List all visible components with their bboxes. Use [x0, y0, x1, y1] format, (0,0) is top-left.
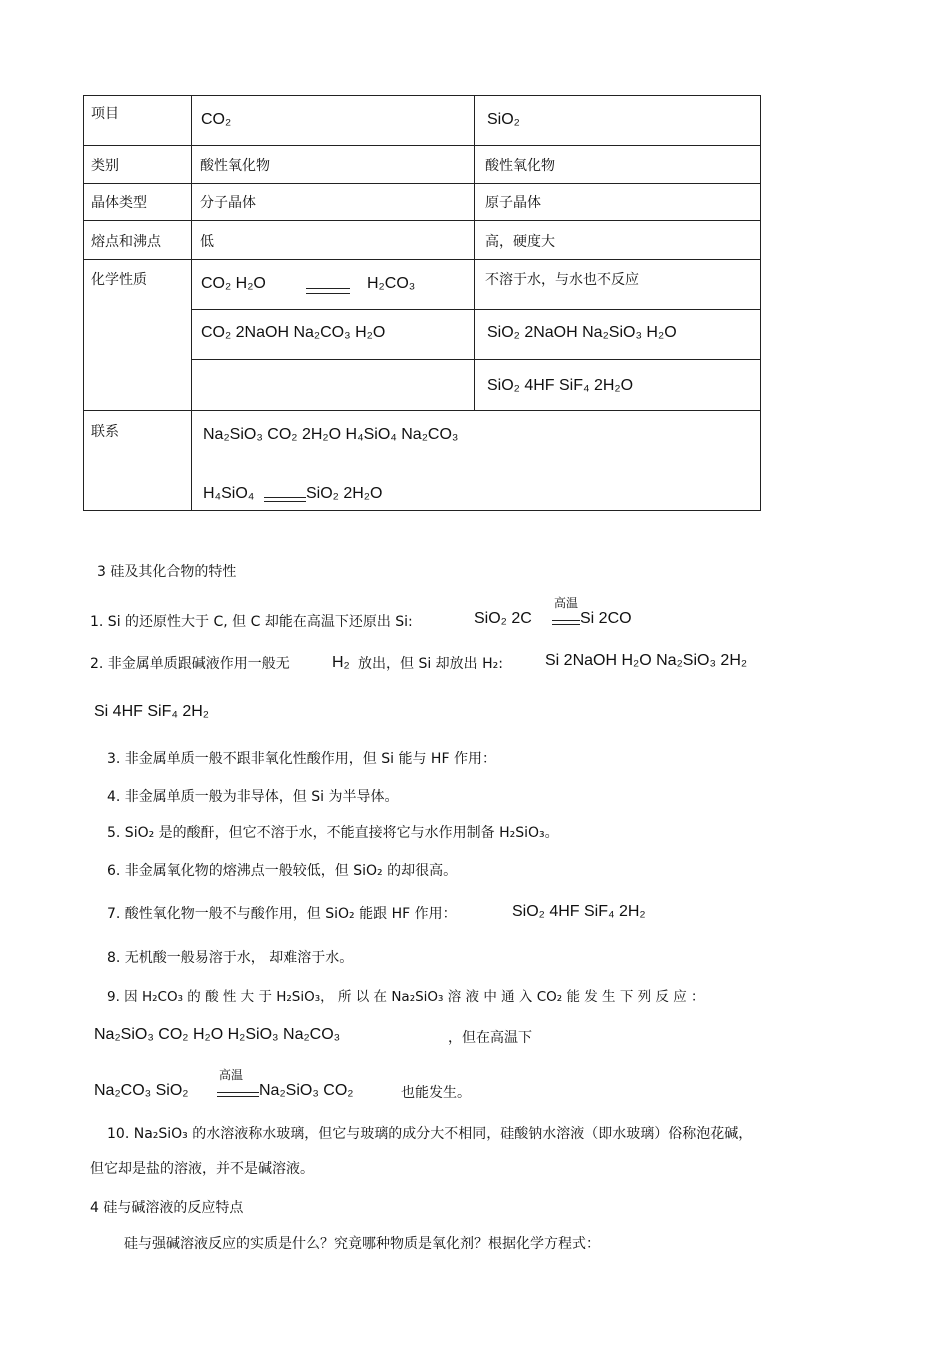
- sio2-water-text: 不溶于水，与水也不反应: [485, 272, 639, 288]
- row-label-relation: 联系: [91, 424, 119, 440]
- item2-text-b: 放出，但 Si 却放出 H₂:: [358, 656, 503, 672]
- item2-equation-b: Si 4HF SiF₄ 2H₂: [94, 703, 209, 720]
- row-co2-melting: 低: [200, 234, 214, 250]
- row-label-category: 类别: [91, 158, 119, 174]
- co2-water-reactants: CO₂ H₂O: [201, 275, 266, 292]
- section4-text: 硅与强碱溶液反应的实质是什么？究竟哪种物质是氧化剂？根据化学方程式：: [124, 1236, 600, 1252]
- equals-sign-icon: [264, 489, 306, 508]
- item7-equation: SiO₂ 4HF SiF₄ 2H₂: [512, 903, 646, 920]
- header-sio2: SiO₂: [487, 111, 520, 128]
- co2-naoh-equation: CO₂ 2NaOH Na₂CO₃ H₂O: [201, 324, 386, 341]
- co2-water-product: H₂CO₃: [367, 275, 416, 292]
- row-label-chem: 化学性质: [91, 272, 147, 288]
- item10-text-a: 10. Na₂SiO₃ 的水溶液称水玻璃，但它与玻璃的成分大不相同，硅酸钠水溶液（即水玻璃）俗称泡花碱，: [107, 1126, 753, 1142]
- row-sio2-melting: 高，硬度大: [485, 234, 555, 250]
- item2-h2: H₂: [332, 654, 350, 671]
- item2-equation: Si 2NaOH H₂O Na₂SiO₃ 2H₂: [545, 652, 748, 669]
- relation-equation-2-left: H₄SiO₄: [203, 485, 255, 502]
- item1-equation-left: SiO₂ 2C: [474, 610, 532, 627]
- row-label-melting: 熔点和沸点: [91, 234, 161, 250]
- row-co2-crystal: 分子晶体: [200, 195, 256, 211]
- item9-equation2-right: Na₂SiO₃ CO₂: [259, 1082, 354, 1099]
- row-sio2-category: 酸性氧化物: [485, 158, 555, 174]
- item9-equation2-left: Na₂CO₃ SiO₂: [94, 1082, 189, 1099]
- item1-condition: 高温: [554, 596, 579, 610]
- item9-text: 9. 因 H₂CO₃ 的 酸 性 大 于 H₂SiO₃， 所 以 在 Na₂SiO₃ 溶 液 中 通 入 CO₂ 能 发 生 下 列 反 应 ：: [107, 989, 705, 1005]
- item6-text: 6. 非金属氧化物的熔沸点一般较低，但 SiO₂ 的却很高。: [107, 863, 458, 879]
- item1-text: 1. Si 的还原性大于 C, 但 C 却能在高温下还原出 Si:: [90, 614, 413, 630]
- row-sio2-crystal: 原子晶体: [485, 195, 541, 211]
- item5-text: 5. SiO₂ 是的酸酐，但它不溶于水，不能直接将它与水作用制备 H₂SiO₃。: [107, 825, 559, 841]
- item1-equation-right: Si 2CO: [580, 610, 632, 627]
- section4-title: 4 硅与碱溶液的反应特点: [90, 1200, 244, 1216]
- header-co2: CO₂: [201, 111, 232, 128]
- item9-equation: Na₂SiO₃ CO₂ H₂O H₂SiO₃ Na₂CO₃: [94, 1026, 341, 1043]
- item7-text: 7. 酸性氧化物一般不与酸作用，但 SiO₂ 能跟 HF 作用：: [107, 906, 457, 922]
- header-item: 项目: [91, 106, 119, 122]
- item8-text: 8. 无机酸一般易溶于水， 却难溶于水。: [107, 950, 354, 966]
- item4-text: 4. 非金属单质一般为非导体，但 Si 为半导体。: [107, 789, 399, 805]
- item2-text: 2. 非金属单质跟碱液作用一般无: [90, 656, 290, 672]
- item9-equation2-tail: 也能发生。: [401, 1085, 471, 1101]
- item10-text-b: 但它却是盐的溶液，并不是碱溶液。: [90, 1161, 314, 1177]
- equals-sign-icon: [217, 1084, 259, 1103]
- equals-sign-icon: [552, 612, 580, 631]
- row-label-crystal: 晶体类型: [91, 195, 147, 211]
- sio2-naoh-equation: SiO₂ 2NaOH Na₂SiO₃ H₂O: [487, 324, 677, 341]
- reversible-arrow-icon: [306, 280, 350, 299]
- item9-equation2-condition: 高温: [219, 1068, 244, 1082]
- row-co2-category: 酸性氧化物: [200, 158, 270, 174]
- section3-title: 3 硅及其化合物的特性: [97, 564, 237, 580]
- item9-tail: ，但在高温下: [448, 1030, 532, 1046]
- sio2-hf-equation: SiO₂ 4HF SiF₄ 2H₂O: [487, 377, 634, 394]
- item3-text: 3. 非金属单质一般不跟非氧化性酸作用，但 Si 能与 HF 作用：: [107, 751, 496, 767]
- relation-equation-1: Na₂SiO₃ CO₂ 2H₂O H₄SiO₄ Na₂CO₃: [203, 426, 459, 443]
- relation-equation-2-right: SiO₂ 2H₂O: [306, 485, 383, 502]
